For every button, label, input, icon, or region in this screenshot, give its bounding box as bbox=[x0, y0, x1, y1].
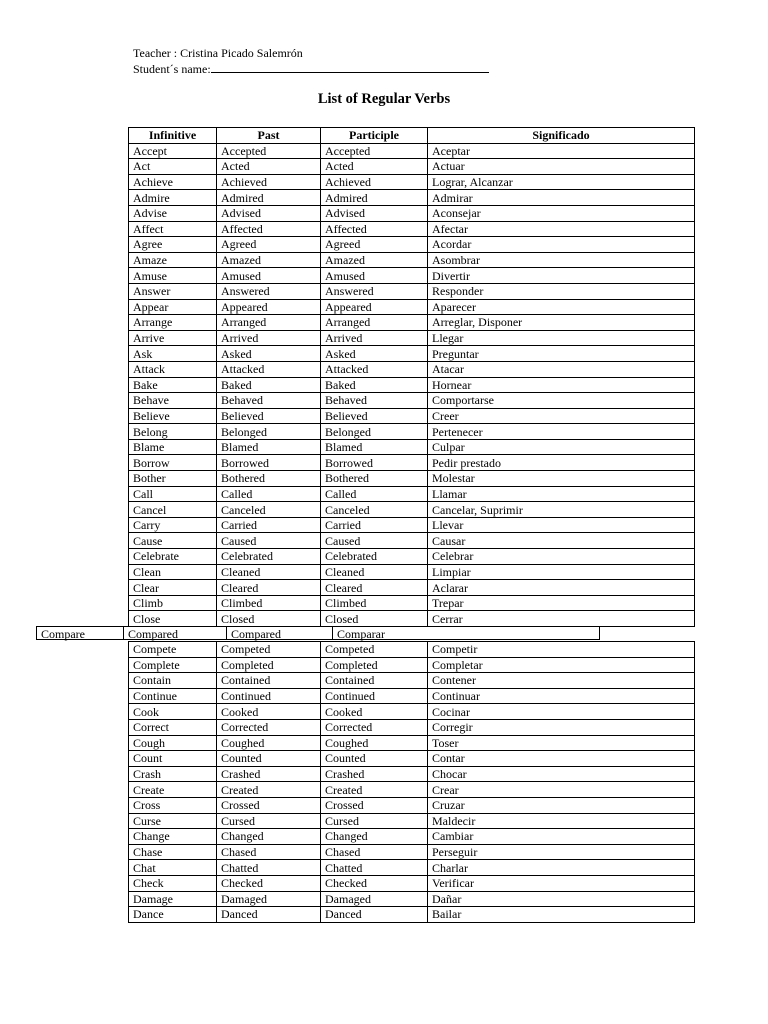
table-row bbox=[129, 393, 695, 409]
table-row bbox=[129, 549, 695, 565]
column-header-past: Past bbox=[217, 128, 321, 144]
table-row bbox=[129, 455, 695, 471]
table-row bbox=[129, 221, 695, 237]
table-row bbox=[129, 424, 695, 440]
cell-infinitive: Clean bbox=[129, 564, 217, 580]
cell-past: Checked bbox=[217, 875, 321, 891]
cell-significado: Aparecer bbox=[428, 299, 695, 315]
cell-significado: Preguntar bbox=[428, 346, 695, 362]
verb-table bbox=[128, 127, 695, 627]
cell-significado: Cruzar bbox=[428, 797, 695, 813]
document-header bbox=[133, 45, 489, 77]
cell-participle: Crossed bbox=[321, 797, 428, 813]
table-row bbox=[129, 782, 695, 798]
cell-participle: Arranged bbox=[321, 315, 428, 331]
table-row bbox=[129, 299, 695, 315]
cell-infinitive: Cough bbox=[129, 735, 217, 751]
cell-significado: Cocinar bbox=[428, 704, 695, 720]
table-row bbox=[129, 268, 695, 284]
cell-participle: Checked bbox=[321, 875, 428, 891]
cell-infinitive: Arrange bbox=[129, 315, 217, 331]
cell-past: Celebrated bbox=[217, 549, 321, 565]
table-row bbox=[129, 408, 695, 424]
cell-infinitive: Climb bbox=[129, 595, 217, 611]
table-row bbox=[129, 657, 695, 673]
cell-infinitive: Carry bbox=[129, 517, 217, 533]
cell-infinitive: Agree bbox=[129, 237, 217, 253]
cell-past: Bothered bbox=[217, 471, 321, 487]
cell-participle: Amused bbox=[321, 268, 428, 284]
cell-participle: Corrected bbox=[321, 719, 428, 735]
cell-participle: Climbed bbox=[321, 595, 428, 611]
cell-past: Cleaned bbox=[217, 564, 321, 580]
cell-participle: Created bbox=[321, 782, 428, 798]
cell-infinitive: Achieve bbox=[129, 174, 217, 190]
table-row bbox=[129, 517, 695, 533]
cell-infinitive: Contain bbox=[129, 673, 217, 689]
table-row bbox=[129, 439, 695, 455]
cell-past: Agreed bbox=[217, 237, 321, 253]
table-row bbox=[129, 315, 695, 331]
teacher-line: Teacher : Cristina Picado Salemrón bbox=[133, 46, 303, 60]
cell-significado: Pedir prestado bbox=[428, 455, 695, 471]
cell-participle: Believed bbox=[321, 408, 428, 424]
table-row bbox=[129, 143, 695, 159]
cell-participle: Cleaned bbox=[321, 564, 428, 580]
cell-significado: Asombrar bbox=[428, 252, 695, 268]
cell-infinitive: Amuse bbox=[129, 268, 217, 284]
cell-significado: Aclarar bbox=[428, 580, 695, 596]
cell-infinitive: Borrow bbox=[129, 455, 217, 471]
cell-significado: Afectar bbox=[428, 221, 695, 237]
cell-participle: Attacked bbox=[321, 361, 428, 377]
cell-participle: Affected bbox=[321, 221, 428, 237]
cell-infinitive: Change bbox=[129, 829, 217, 845]
cell-past: Called bbox=[217, 486, 321, 502]
cell-significado: Cerrar bbox=[428, 611, 695, 627]
cell-past: Affected bbox=[217, 221, 321, 237]
cell-past: Belonged bbox=[217, 424, 321, 440]
cell-infinitive: Clear bbox=[129, 580, 217, 596]
table-row bbox=[129, 875, 695, 891]
cell-past: Corrected bbox=[217, 719, 321, 735]
cell-participle: Appeared bbox=[321, 299, 428, 315]
table-row bbox=[129, 190, 695, 206]
student-name-label: Student´s name: bbox=[133, 62, 211, 76]
cell-past: Appeared bbox=[217, 299, 321, 315]
cell-past: Amazed bbox=[217, 252, 321, 268]
cell-participle: Cursed bbox=[321, 813, 428, 829]
cell-past: Compared bbox=[123, 626, 227, 640]
cell-participle: Danced bbox=[321, 907, 428, 923]
cell-infinitive: Close bbox=[129, 611, 217, 627]
cell-infinitive: Admire bbox=[129, 190, 217, 206]
cell-infinitive: Crash bbox=[129, 766, 217, 782]
table-row bbox=[129, 471, 695, 487]
table-row bbox=[129, 361, 695, 377]
cell-infinitive: Count bbox=[129, 751, 217, 767]
cell-infinitive: Bake bbox=[129, 377, 217, 393]
cell-past: Danced bbox=[217, 907, 321, 923]
cell-infinitive: Cross bbox=[129, 797, 217, 813]
table-row bbox=[129, 688, 695, 704]
table-row bbox=[129, 486, 695, 502]
cell-infinitive: Amaze bbox=[129, 252, 217, 268]
cell-participle: Borrowed bbox=[321, 455, 428, 471]
table-row bbox=[129, 237, 695, 253]
table-row bbox=[129, 829, 695, 845]
table-row bbox=[129, 580, 695, 596]
cell-significado: Celebrar bbox=[428, 549, 695, 565]
cell-significado: Bailar bbox=[428, 907, 695, 923]
cell-significado: Lograr, Alcanzar bbox=[428, 174, 695, 190]
cell-infinitive: Affect bbox=[129, 221, 217, 237]
table-row bbox=[129, 252, 695, 268]
cell-significado: Cambiar bbox=[428, 829, 695, 845]
cell-infinitive: Believe bbox=[129, 408, 217, 424]
cell-past: Competed bbox=[217, 642, 321, 658]
table-row bbox=[129, 751, 695, 767]
cell-infinitive: Complete bbox=[129, 657, 217, 673]
cell-past: Coughed bbox=[217, 735, 321, 751]
cell-participle: Baked bbox=[321, 377, 428, 393]
cell-infinitive: Correct bbox=[129, 719, 217, 735]
cell-significado: Atacar bbox=[428, 361, 695, 377]
cell-significado: Arreglar, Disponer bbox=[428, 315, 695, 331]
cell-past: Blamed bbox=[217, 439, 321, 455]
cell-infinitive: Check bbox=[129, 875, 217, 891]
cell-participle: Closed bbox=[321, 611, 428, 627]
cell-participle: Carried bbox=[321, 517, 428, 533]
cell-participle: Counted bbox=[321, 751, 428, 767]
cell-infinitive: Act bbox=[129, 159, 217, 175]
cell-significado: Culpar bbox=[428, 439, 695, 455]
table-row-compare bbox=[36, 626, 600, 641]
cell-significado: Aconsejar bbox=[428, 205, 695, 221]
cell-past: Accepted bbox=[217, 143, 321, 159]
cell-significado: Dañar bbox=[428, 891, 695, 907]
cell-infinitive: Celebrate bbox=[129, 549, 217, 565]
table-row bbox=[129, 860, 695, 876]
table-row bbox=[129, 502, 695, 518]
table-header-row bbox=[129, 128, 695, 144]
cell-participle: Compared bbox=[226, 626, 333, 640]
cell-significado: Chocar bbox=[428, 766, 695, 782]
cell-significado: Comportarse bbox=[428, 393, 695, 409]
cell-participle: Changed bbox=[321, 829, 428, 845]
table-row bbox=[129, 719, 695, 735]
cell-past: Asked bbox=[217, 346, 321, 362]
table-row bbox=[129, 813, 695, 829]
cell-significado: Acordar bbox=[428, 237, 695, 253]
table-row bbox=[129, 346, 695, 362]
cell-significado: Aceptar bbox=[428, 143, 695, 159]
cell-participle: Advised bbox=[321, 205, 428, 221]
cell-significado: Corregir bbox=[428, 719, 695, 735]
cell-past: Advised bbox=[217, 205, 321, 221]
cell-past: Changed bbox=[217, 829, 321, 845]
table-row bbox=[129, 673, 695, 689]
table-row bbox=[129, 205, 695, 221]
cell-participle: Competed bbox=[321, 642, 428, 658]
cell-significado: Completar bbox=[428, 657, 695, 673]
cell-past: Borrowed bbox=[217, 455, 321, 471]
table-row bbox=[129, 159, 695, 175]
table-row bbox=[129, 891, 695, 907]
table-row bbox=[129, 564, 695, 580]
cell-significado: Continuar bbox=[428, 688, 695, 704]
cell-participle: Chatted bbox=[321, 860, 428, 876]
cell-infinitive: Arrive bbox=[129, 330, 217, 346]
cell-participle: Cooked bbox=[321, 704, 428, 720]
cell-significado: Llevar bbox=[428, 517, 695, 533]
cell-past: Cleared bbox=[217, 580, 321, 596]
cell-infinitive: Bother bbox=[129, 471, 217, 487]
cell-participle: Arrived bbox=[321, 330, 428, 346]
cell-participle: Canceled bbox=[321, 502, 428, 518]
cell-participle: Continued bbox=[321, 688, 428, 704]
cell-infinitive: Create bbox=[129, 782, 217, 798]
table-row bbox=[129, 595, 695, 611]
table-row bbox=[129, 735, 695, 751]
cell-participle: Chased bbox=[321, 844, 428, 860]
cell-significado: Competir bbox=[428, 642, 695, 658]
cell-infinitive: Cancel bbox=[129, 502, 217, 518]
cell-past: Contained bbox=[217, 673, 321, 689]
cell-participle: Acted bbox=[321, 159, 428, 175]
cell-significado: Charlar bbox=[428, 860, 695, 876]
cell-participle: Completed bbox=[321, 657, 428, 673]
column-header-significado: Significado bbox=[428, 128, 695, 144]
cell-infinitive: Damage bbox=[129, 891, 217, 907]
cell-past: Closed bbox=[217, 611, 321, 627]
cell-past: Baked bbox=[217, 377, 321, 393]
cell-significado: Contar bbox=[428, 751, 695, 767]
cell-significado: Molestar bbox=[428, 471, 695, 487]
table-row bbox=[129, 642, 695, 658]
cell-significado: Creer bbox=[428, 408, 695, 424]
cell-infinitive: Behave bbox=[129, 393, 217, 409]
cell-past: Caused bbox=[217, 533, 321, 549]
cell-infinitive: Appear bbox=[129, 299, 217, 315]
cell-participle: Contained bbox=[321, 673, 428, 689]
cell-past: Acted bbox=[217, 159, 321, 175]
cell-significado: Maldecir bbox=[428, 813, 695, 829]
cell-participle: Celebrated bbox=[321, 549, 428, 565]
cell-infinitive: Chat bbox=[129, 860, 217, 876]
cell-past: Crossed bbox=[217, 797, 321, 813]
table-row bbox=[129, 611, 695, 627]
cell-participle: Caused bbox=[321, 533, 428, 549]
cell-participle: Damaged bbox=[321, 891, 428, 907]
cell-participle: Bothered bbox=[321, 471, 428, 487]
column-header-infinitive: Infinitive bbox=[129, 128, 217, 144]
cell-past: Cooked bbox=[217, 704, 321, 720]
cell-infinitive: Ask bbox=[129, 346, 217, 362]
cell-infinitive: Cause bbox=[129, 533, 217, 549]
cell-infinitive: Compare bbox=[36, 626, 124, 640]
cell-past: Behaved bbox=[217, 393, 321, 409]
table-row bbox=[129, 377, 695, 393]
student-name-line bbox=[133, 61, 489, 77]
table-row bbox=[129, 174, 695, 190]
cell-past: Achieved bbox=[217, 174, 321, 190]
cell-past: Created bbox=[217, 782, 321, 798]
cell-significado: Causar bbox=[428, 533, 695, 549]
cell-past: Arrived bbox=[217, 330, 321, 346]
table-row bbox=[129, 704, 695, 720]
cell-past: Believed bbox=[217, 408, 321, 424]
cell-infinitive: Belong bbox=[129, 424, 217, 440]
cell-significado: Actuar bbox=[428, 159, 695, 175]
cell-past: Chatted bbox=[217, 860, 321, 876]
cell-past: Answered bbox=[217, 283, 321, 299]
cell-participle: Admired bbox=[321, 190, 428, 206]
table-row bbox=[129, 533, 695, 549]
cell-infinitive: Cook bbox=[129, 704, 217, 720]
cell-significado: Cancelar, Suprimir bbox=[428, 502, 695, 518]
cell-significado: Llegar bbox=[428, 330, 695, 346]
cell-past: Completed bbox=[217, 657, 321, 673]
cell-significado: Toser bbox=[428, 735, 695, 751]
cell-infinitive: Accept bbox=[129, 143, 217, 159]
cell-significado: Admirar bbox=[428, 190, 695, 206]
cell-past: Arranged bbox=[217, 315, 321, 331]
table-row bbox=[129, 330, 695, 346]
cell-infinitive: Advise bbox=[129, 205, 217, 221]
cell-infinitive: Answer bbox=[129, 283, 217, 299]
cell-significado: Contener bbox=[428, 673, 695, 689]
column-header-participle: Participle bbox=[321, 128, 428, 144]
cell-significado: Pertenecer bbox=[428, 424, 695, 440]
cell-past: Canceled bbox=[217, 502, 321, 518]
cell-participle: Blamed bbox=[321, 439, 428, 455]
cell-past: Climbed bbox=[217, 595, 321, 611]
cell-past: Cursed bbox=[217, 813, 321, 829]
cell-past: Damaged bbox=[217, 891, 321, 907]
cell-infinitive: Continue bbox=[129, 688, 217, 704]
cell-participle: Called bbox=[321, 486, 428, 502]
cell-infinitive: Call bbox=[129, 486, 217, 502]
cell-significado: Verificar bbox=[428, 875, 695, 891]
cell-significado: Limpiar bbox=[428, 564, 695, 580]
cell-infinitive: Curse bbox=[129, 813, 217, 829]
cell-past: Carried bbox=[217, 517, 321, 533]
cell-participle: Behaved bbox=[321, 393, 428, 409]
cell-participle: Belonged bbox=[321, 424, 428, 440]
cell-past: Crashed bbox=[217, 766, 321, 782]
cell-significado: Llamar bbox=[428, 486, 695, 502]
cell-significado: Comparar bbox=[332, 626, 600, 640]
cell-participle: Cleared bbox=[321, 580, 428, 596]
cell-participle: Accepted bbox=[321, 143, 428, 159]
table-row bbox=[129, 797, 695, 813]
cell-participle: Amazed bbox=[321, 252, 428, 268]
cell-significado: Hornear bbox=[428, 377, 695, 393]
cell-participle: Agreed bbox=[321, 237, 428, 253]
table-row bbox=[129, 907, 695, 923]
cell-past: Chased bbox=[217, 844, 321, 860]
cell-participle: Crashed bbox=[321, 766, 428, 782]
cell-participle: Answered bbox=[321, 283, 428, 299]
cell-past: Amused bbox=[217, 268, 321, 284]
cell-infinitive: Dance bbox=[129, 907, 217, 923]
table-row bbox=[129, 283, 695, 299]
cell-past: Admired bbox=[217, 190, 321, 206]
student-name-blank bbox=[211, 61, 489, 73]
verb-table-continued bbox=[128, 641, 695, 923]
cell-past: Continued bbox=[217, 688, 321, 704]
cell-infinitive: Compete bbox=[129, 642, 217, 658]
cell-past: Counted bbox=[217, 751, 321, 767]
cell-significado: Responder bbox=[428, 283, 695, 299]
cell-participle: Achieved bbox=[321, 174, 428, 190]
table-row bbox=[129, 766, 695, 782]
cell-infinitive: Chase bbox=[129, 844, 217, 860]
cell-infinitive: Blame bbox=[129, 439, 217, 455]
cell-significado: Divertir bbox=[428, 268, 695, 284]
cell-significado: Trepar bbox=[428, 595, 695, 611]
table-row bbox=[129, 844, 695, 860]
page-title: List of Regular Verbs bbox=[317, 91, 451, 107]
cell-significado: Perseguir bbox=[428, 844, 695, 860]
cell-significado: Crear bbox=[428, 782, 695, 798]
cell-past: Attacked bbox=[217, 361, 321, 377]
cell-infinitive: Attack bbox=[129, 361, 217, 377]
cell-participle: Asked bbox=[321, 346, 428, 362]
cell-participle: Coughed bbox=[321, 735, 428, 751]
